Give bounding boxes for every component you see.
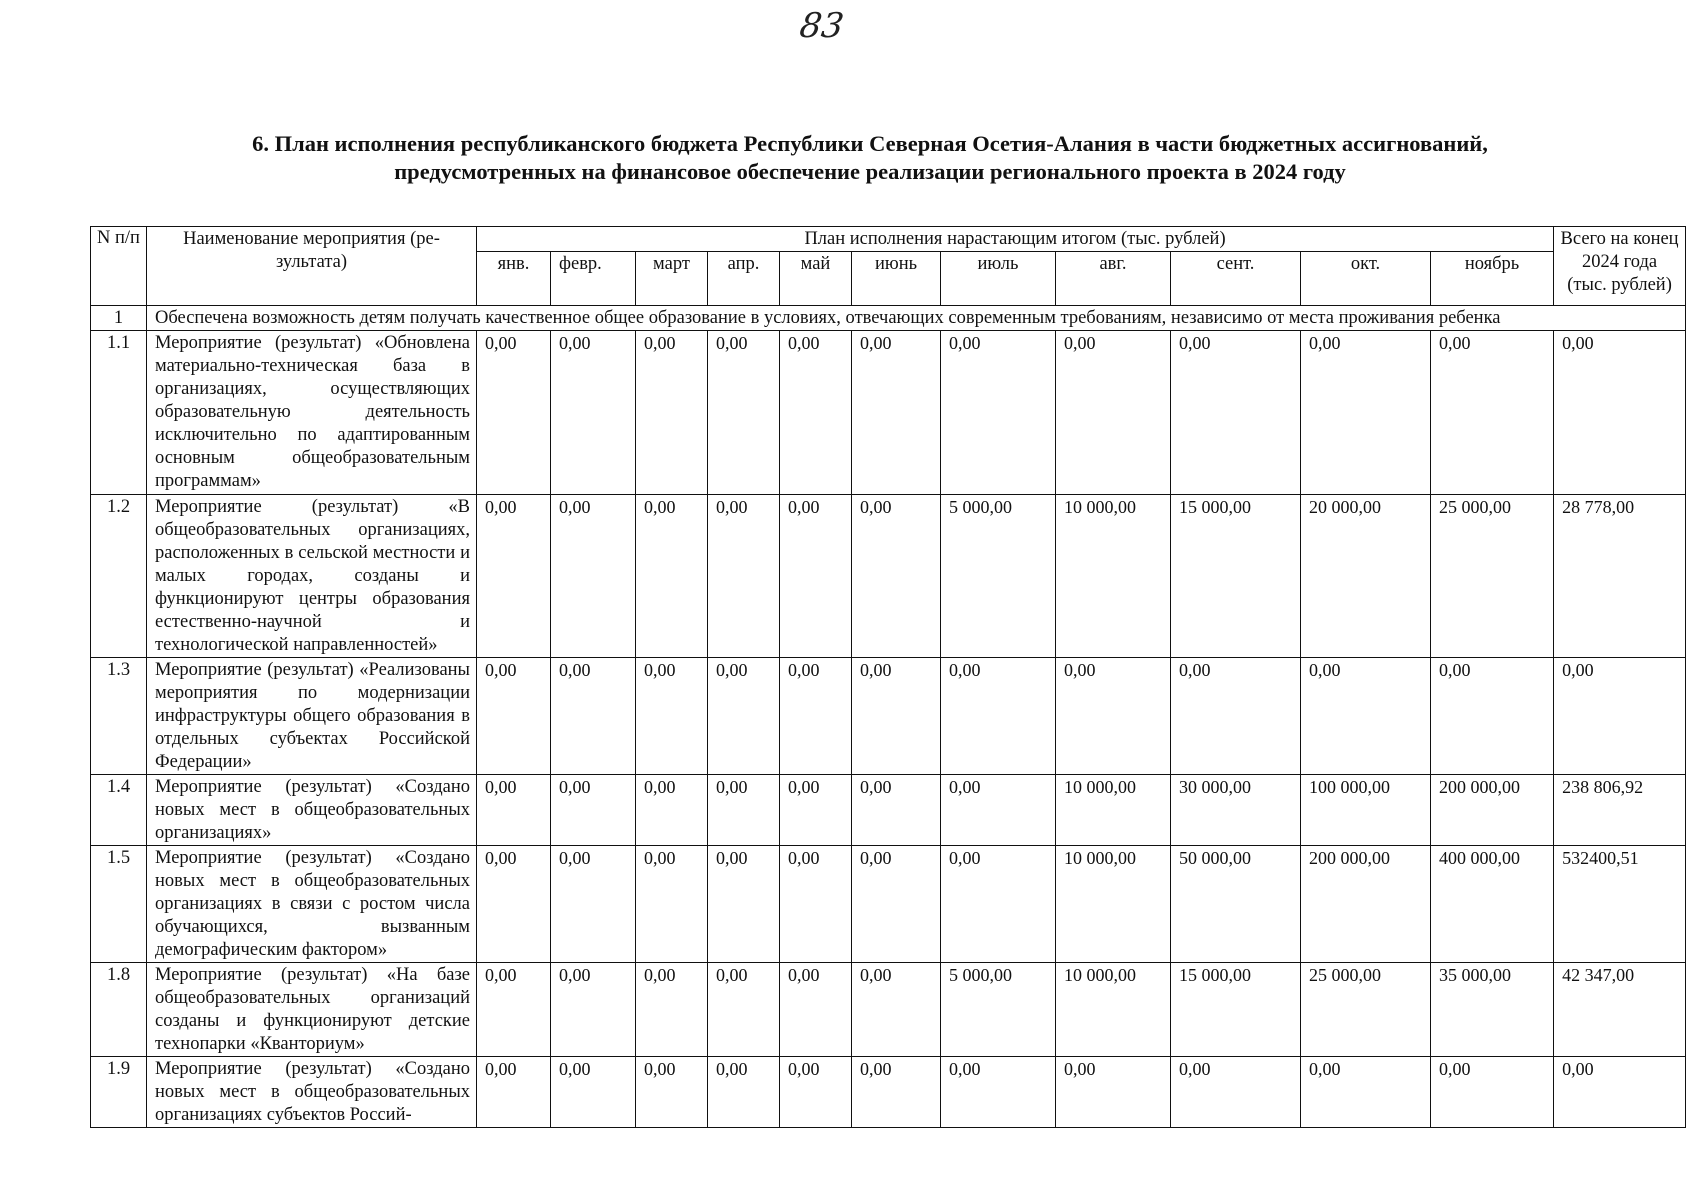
row-num: 1.4	[91, 775, 147, 846]
value-mar: 0,00	[636, 658, 708, 775]
table-row	[91, 1057, 1686, 1128]
row-num: 1.1	[91, 331, 147, 495]
value-may: 0,00	[780, 495, 852, 658]
value-apr: 0,00	[708, 658, 780, 775]
value-apr: 0,00	[708, 1057, 780, 1128]
page-number: 83	[797, 6, 847, 46]
value-jan: 0,00	[477, 846, 551, 963]
value-jun: 0,00	[852, 1057, 941, 1128]
value-jul: 0,00	[941, 331, 1056, 495]
value-total: 42 347,00	[1554, 963, 1686, 1057]
value-oct: 25 000,00	[1301, 963, 1431, 1057]
header-row-1	[91, 227, 1686, 252]
value-oct: 100 000,00	[1301, 775, 1431, 846]
value-jul: 0,00	[941, 658, 1056, 775]
table-row	[91, 846, 1686, 963]
row-name: Мероприятие (результат) «На базе общеобразовательных организаций созданы и функционируют детские технопарки «Кванториум»	[147, 963, 477, 1057]
value-apr: 0,00	[708, 495, 780, 658]
value-jul: 0,00	[941, 775, 1056, 846]
value-nov: 400 000,00	[1431, 846, 1554, 963]
table-row	[91, 331, 1686, 495]
value-jan: 0,00	[477, 658, 551, 775]
value-aug: 0,00	[1056, 1057, 1171, 1128]
value-aug: 10 000,00	[1056, 963, 1171, 1057]
value-jul: 5 000,00	[941, 495, 1056, 658]
table-row	[91, 495, 1686, 658]
header-month-may: май	[780, 252, 852, 306]
value-feb: 0,00	[551, 775, 636, 846]
value-feb: 0,00	[551, 658, 636, 775]
value-sep: 15 000,00	[1171, 963, 1301, 1057]
row-num: 1.8	[91, 963, 147, 1057]
row-name: Мероприятие (результат) «Создано новых мест в общеобразовательных организациях в связи с ростом числа обучающихся, вызванным демографическим фактором»	[147, 846, 477, 963]
header-month-sep: сент.	[1171, 252, 1301, 306]
value-nov: 200 000,00	[1431, 775, 1554, 846]
value-jul: 0,00	[941, 1057, 1056, 1128]
value-nov: 0,00	[1431, 658, 1554, 775]
value-sep: 50 000,00	[1171, 846, 1301, 963]
value-may: 0,00	[780, 963, 852, 1057]
value-total: 28 778,00	[1554, 495, 1686, 658]
header-name: Наименование мероприятия (ре-зультата)	[147, 227, 477, 306]
row-num: 1.2	[91, 495, 147, 658]
value-jan: 0,00	[477, 495, 551, 658]
table-row	[91, 775, 1686, 846]
section-row	[91, 306, 1686, 331]
value-feb: 0,00	[551, 963, 636, 1057]
value-oct: 20 000,00	[1301, 495, 1431, 658]
value-jun: 0,00	[852, 963, 941, 1057]
value-jan: 0,00	[477, 775, 551, 846]
header-total: Всего на конец 2024 года (тыс. рублей)	[1554, 227, 1686, 306]
row-num: 1.9	[91, 1057, 147, 1128]
row-num: 1.5	[91, 846, 147, 963]
value-jun: 0,00	[852, 846, 941, 963]
value-total: 532400,51	[1554, 846, 1686, 963]
value-sep: 0,00	[1171, 658, 1301, 775]
value-jun: 0,00	[852, 658, 941, 775]
value-aug: 10 000,00	[1056, 495, 1171, 658]
header-month-jul: июль	[941, 252, 1056, 306]
row-name: Мероприятие (результат) «Создано новых мест в общеобразовательных организациях»	[147, 775, 477, 846]
section-num: 1	[91, 306, 147, 331]
value-jun: 0,00	[852, 775, 941, 846]
value-may: 0,00	[780, 1057, 852, 1128]
value-oct: 0,00	[1301, 331, 1431, 495]
value-mar: 0,00	[636, 846, 708, 963]
value-jan: 0,00	[477, 963, 551, 1057]
header-plan: План исполнения нарастающим итогом (тыс. рублей)	[477, 227, 1554, 252]
value-mar: 0,00	[636, 331, 708, 495]
header-month-mar: март	[636, 252, 708, 306]
value-mar: 0,00	[636, 775, 708, 846]
table-row	[91, 658, 1686, 775]
value-oct: 200 000,00	[1301, 846, 1431, 963]
value-apr: 0,00	[708, 963, 780, 1057]
value-mar: 0,00	[636, 1057, 708, 1128]
value-may: 0,00	[780, 846, 852, 963]
value-jul: 5 000,00	[941, 963, 1056, 1057]
value-nov: 35 000,00	[1431, 963, 1554, 1057]
value-feb: 0,00	[551, 495, 636, 658]
value-nov: 25 000,00	[1431, 495, 1554, 658]
row-num: 1.3	[91, 658, 147, 775]
value-apr: 0,00	[708, 331, 780, 495]
value-oct: 0,00	[1301, 1057, 1431, 1128]
value-nov: 0,00	[1431, 331, 1554, 495]
row-name: Мероприятие (результат) «В общеобразовательных организациях, расположенных в сельской местности и малых городах, созданы и функционируют центры образования естественно-научной и технологической направленностей»	[147, 495, 477, 658]
header-month-jun: июнь	[852, 252, 941, 306]
document-title	[90, 130, 1650, 186]
header-month-oct: окт.	[1301, 252, 1431, 306]
value-aug: 0,00	[1056, 658, 1171, 775]
value-mar: 0,00	[636, 495, 708, 658]
header-month-apr: апр.	[708, 252, 780, 306]
value-jun: 0,00	[852, 495, 941, 658]
header-month-aug: авг.	[1056, 252, 1171, 306]
table-row	[91, 963, 1686, 1057]
value-apr: 0,00	[708, 846, 780, 963]
row-name: Мероприятие (результат) «Создано новых мест в общеобразовательных организациях субъектов Россий-	[147, 1057, 477, 1128]
title-line-1: 6. План исполнения республиканского бюджета Республики Северная Осетия-Алания в части бюджетных ассигнований,	[252, 131, 1488, 156]
budget-plan-table	[90, 226, 1686, 1128]
value-aug: 10 000,00	[1056, 775, 1171, 846]
value-total: 0,00	[1554, 658, 1686, 775]
value-jan: 0,00	[477, 1057, 551, 1128]
value-sep: 30 000,00	[1171, 775, 1301, 846]
value-total: 0,00	[1554, 331, 1686, 495]
value-sep: 0,00	[1171, 331, 1301, 495]
title-line-2: предусмотренных на финансовое обеспечение реализации регионального проекта в 2024 году	[394, 159, 1346, 184]
value-may: 0,00	[780, 658, 852, 775]
value-may: 0,00	[780, 331, 852, 495]
value-jun: 0,00	[852, 331, 941, 495]
header-num: N п/п	[91, 227, 147, 306]
value-jul: 0,00	[941, 846, 1056, 963]
value-may: 0,00	[780, 775, 852, 846]
value-sep: 0,00	[1171, 1057, 1301, 1128]
value-aug: 10 000,00	[1056, 846, 1171, 963]
value-total: 238 806,92	[1554, 775, 1686, 846]
row-name: Мероприятие (результат) «Обновлена материально-техническая база в организациях, осуществляющих образовательную деятельность исключительно по адаптированным основным общеобразовательным программам»	[147, 331, 477, 495]
value-jan: 0,00	[477, 331, 551, 495]
value-nov: 0,00	[1431, 1057, 1554, 1128]
row-name: Мероприятие (результат) «Реализованы мероприятия по модернизации инфраструктуры общего образования в отдельных субъектах Российской Федерации»	[147, 658, 477, 775]
value-total: 0,00	[1554, 1057, 1686, 1128]
value-feb: 0,00	[551, 846, 636, 963]
value-oct: 0,00	[1301, 658, 1431, 775]
value-feb: 0,00	[551, 331, 636, 495]
section-text: Обеспечена возможность детям получать качественное общее образование в условиях, отвечающих современным требованиям, независимо от места проживания ребенка	[147, 306, 1686, 331]
header-month-nov: ноябрь	[1431, 252, 1554, 306]
value-apr: 0,00	[708, 775, 780, 846]
value-sep: 15 000,00	[1171, 495, 1301, 658]
value-aug: 0,00	[1056, 331, 1171, 495]
value-mar: 0,00	[636, 963, 708, 1057]
value-feb: 0,00	[551, 1057, 636, 1128]
header-month-jan: янв.	[477, 252, 551, 306]
header-month-feb: февр.	[551, 252, 636, 306]
